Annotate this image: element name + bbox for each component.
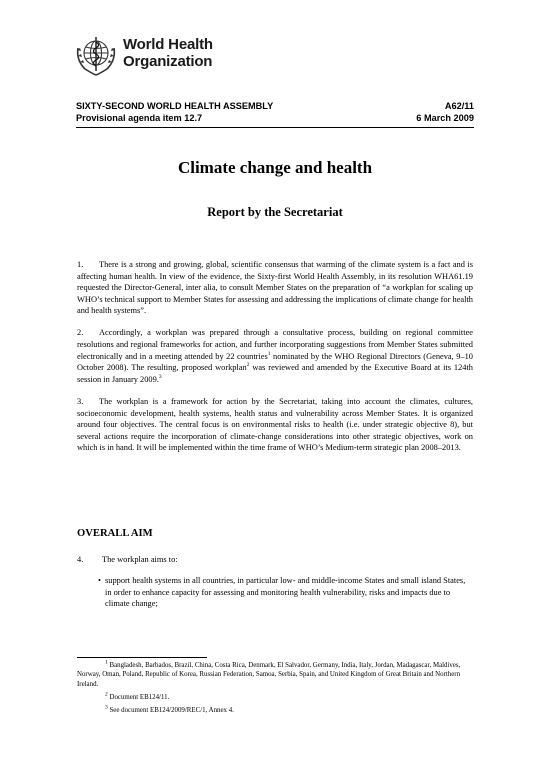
footnote-ref-3[interactable]: 3 (158, 374, 162, 381)
footnote-mark: 1 (105, 659, 108, 666)
paragraph-2 (77, 327, 473, 385)
footnote-3 (77, 706, 473, 715)
footnote-text: Bangladesh, Barbados, Brazil, China, Costa Rica, Denmark, El Salvador, Germany, India, Italy, Jordan, Madagascar, Maldives, Norway, Oman, Poland, Republic of Korea, Russian Federation, Samoa, Serbia, Spain, and United Kingdom of Great Britain and Northern Ireland. (77, 662, 461, 688)
document-date: 6 March 2009 (416, 113, 474, 123)
who-logo-text (123, 36, 213, 70)
footnote-ref-1[interactable]: 1 (267, 350, 271, 357)
footnote-mark: 3 (105, 704, 108, 711)
paragraph-number: 4. (77, 555, 84, 564)
bullet-marker: • (98, 576, 101, 585)
header-rule (76, 127, 474, 128)
footnote-mark: 2 (105, 691, 108, 698)
agenda-item: Provisional agenda item 12.7 (76, 113, 203, 123)
logo-line-2: Organization (123, 53, 213, 70)
paragraph-text-b: nominated by the WHO Regional Directors (Geneva, 9–10 October 2008). The resulting, proposed workplan (77, 351, 473, 373)
bullet-item (98, 575, 473, 610)
footnote-text: Document EB124/11. (107, 693, 170, 701)
footnotes (77, 661, 473, 719)
paragraph-text-a: Accordingly, a workplan was prepared through a consultative process, building on regional committee resolutions and regional frameworks for action, and further incorporating suggestions from Member States submitted electronically and in a meeting attended by 22 countries (77, 328, 473, 361)
paragraph-text: The workplan is a framework for action by the Secretariat, taking into account the climates, cultures, socioeconomic development, health systems, health status and vulnerability across Member States. It is organized around four objectives. The central focus is on environmental risks to health (i.e. under strategic objective 8), but several actions require the incorporation of climate-change considerations into other strategic objectives, work on which is in hand. It will be implemented within the time frame of WHO’s Medium-term strategic plan 2008–2013. (77, 396, 473, 453)
bullet-text: support health systems in all countries, in particular low- and middle-income States and small island States, in order to enhance capacity for assessing and monitoring health vulnerability, risks and impacts due to climate change; (105, 576, 466, 609)
footnote-text: See document EB124/2009/REC/1, Annex 4. (107, 707, 234, 715)
who-emblem-icon (73, 32, 119, 78)
paragraph-4 (77, 555, 178, 564)
footnote-ref-2[interactable]: 2 (246, 362, 250, 369)
paragraph-number: 2. (77, 328, 84, 338)
document-title: Climate change and health (177, 158, 373, 177)
body-text (77, 259, 473, 464)
footnote-rule (77, 657, 207, 658)
paragraph-text: There is a strong and growing, global, scientific consensus that warming of the climate system is a fact and is affecting human health. In view of the evidence, the Sixty-first World Health Assembly, in its resolution WHA61.19 requested the Director-General, inter alia, to consult Member States on the preparation of “a workplan for scaling up WHO’s technical support to Member States for assessing and addressing the implications of climate change for health and health systems”. (77, 260, 473, 316)
footnote-2 (77, 693, 473, 702)
paragraph-number: 3. (77, 396, 84, 406)
paragraph-text-c: was reviewed and amended by the Executive Board at its 124th session in January 2009. (77, 363, 473, 384)
document-subtitle: Report by the Secretariat (207, 205, 343, 219)
paragraph-number: 1. (77, 260, 84, 269)
document-number: A62/11 (444, 101, 474, 111)
who-logo (73, 32, 213, 92)
paragraph-3 (77, 396, 473, 454)
paragraph-1 (77, 259, 473, 317)
footnote-1 (77, 661, 473, 689)
paragraph-text: The workplan aims to: (102, 555, 178, 564)
section-heading: OVERALL AIM (77, 528, 153, 539)
logo-line-1: World Health (123, 36, 213, 53)
assembly-name: SIXTY-SECOND WORLD HEALTH ASSEMBLY (76, 101, 274, 111)
